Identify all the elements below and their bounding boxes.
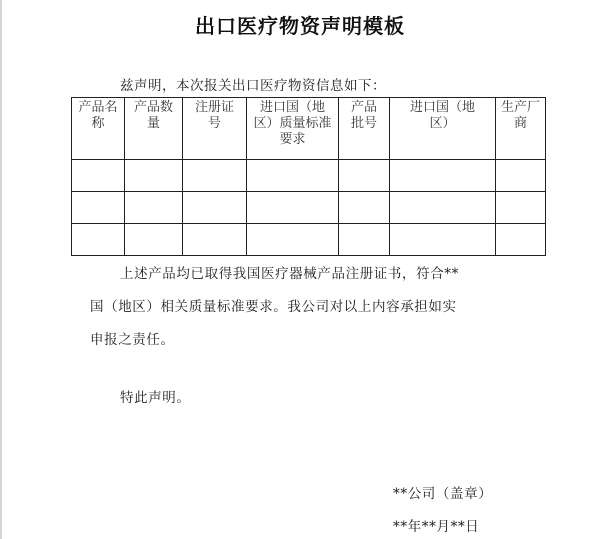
paragraph-line: 申报之责任。 — [90, 332, 175, 348]
paragraph-line-text: 上述产品均已取得我国医疗器械产品注册证书，符合** — [120, 266, 459, 282]
header-registration-number: 注册证号 — [183, 98, 247, 160]
table-header-row — [72, 98, 546, 160]
table-row — [72, 224, 546, 256]
table-cell — [183, 192, 247, 224]
company-seal-line: **公司（盖章） — [393, 486, 493, 502]
table-cell — [183, 160, 247, 192]
declaration-table — [71, 97, 546, 256]
table-cell — [125, 192, 183, 224]
table-cell — [72, 160, 125, 192]
table-cell — [247, 224, 339, 256]
table-cell — [339, 160, 390, 192]
table-cell — [247, 192, 339, 224]
date-line: **年**月**日 — [393, 519, 480, 535]
table-cell — [125, 224, 183, 256]
header-manufacturer: 生产厂商 — [496, 98, 546, 160]
table-cell — [339, 224, 390, 256]
table-cell — [183, 224, 247, 256]
header-product-name: 产品名称 — [72, 98, 125, 160]
document-title: 出口医疗物资声明模板 — [195, 14, 405, 38]
table-cell — [247, 160, 339, 192]
table-cell — [125, 160, 183, 192]
header-product-quantity: 产品数量 — [125, 98, 183, 160]
table-cell — [496, 192, 546, 224]
header-batch-number: 产品批号 — [339, 98, 390, 160]
table-row — [72, 160, 546, 192]
page-left-edge — [0, 0, 2, 539]
header-import-country: 进口国（地区） — [390, 98, 496, 160]
closing-statement: 特此声明。 — [120, 390, 191, 406]
table-cell — [390, 224, 496, 256]
compliance-paragraph — [90, 258, 520, 357]
paragraph-line: 国（地区）相关质量标准要求。我公司对以上内容承担如实 — [90, 299, 457, 315]
table-cell — [72, 192, 125, 224]
table-cell — [390, 192, 496, 224]
header-quality-standard: 进口国（地区）质量标准要求 — [247, 98, 339, 160]
intro-text: 兹声明，本次报关出口医疗物资信息如下： — [120, 78, 386, 94]
table-cell — [496, 224, 546, 256]
table-cell — [72, 224, 125, 256]
table-cell — [496, 160, 546, 192]
table-cell — [390, 160, 496, 192]
table-cell — [339, 192, 390, 224]
table-row — [72, 192, 546, 224]
paragraph-line — [90, 258, 520, 291]
